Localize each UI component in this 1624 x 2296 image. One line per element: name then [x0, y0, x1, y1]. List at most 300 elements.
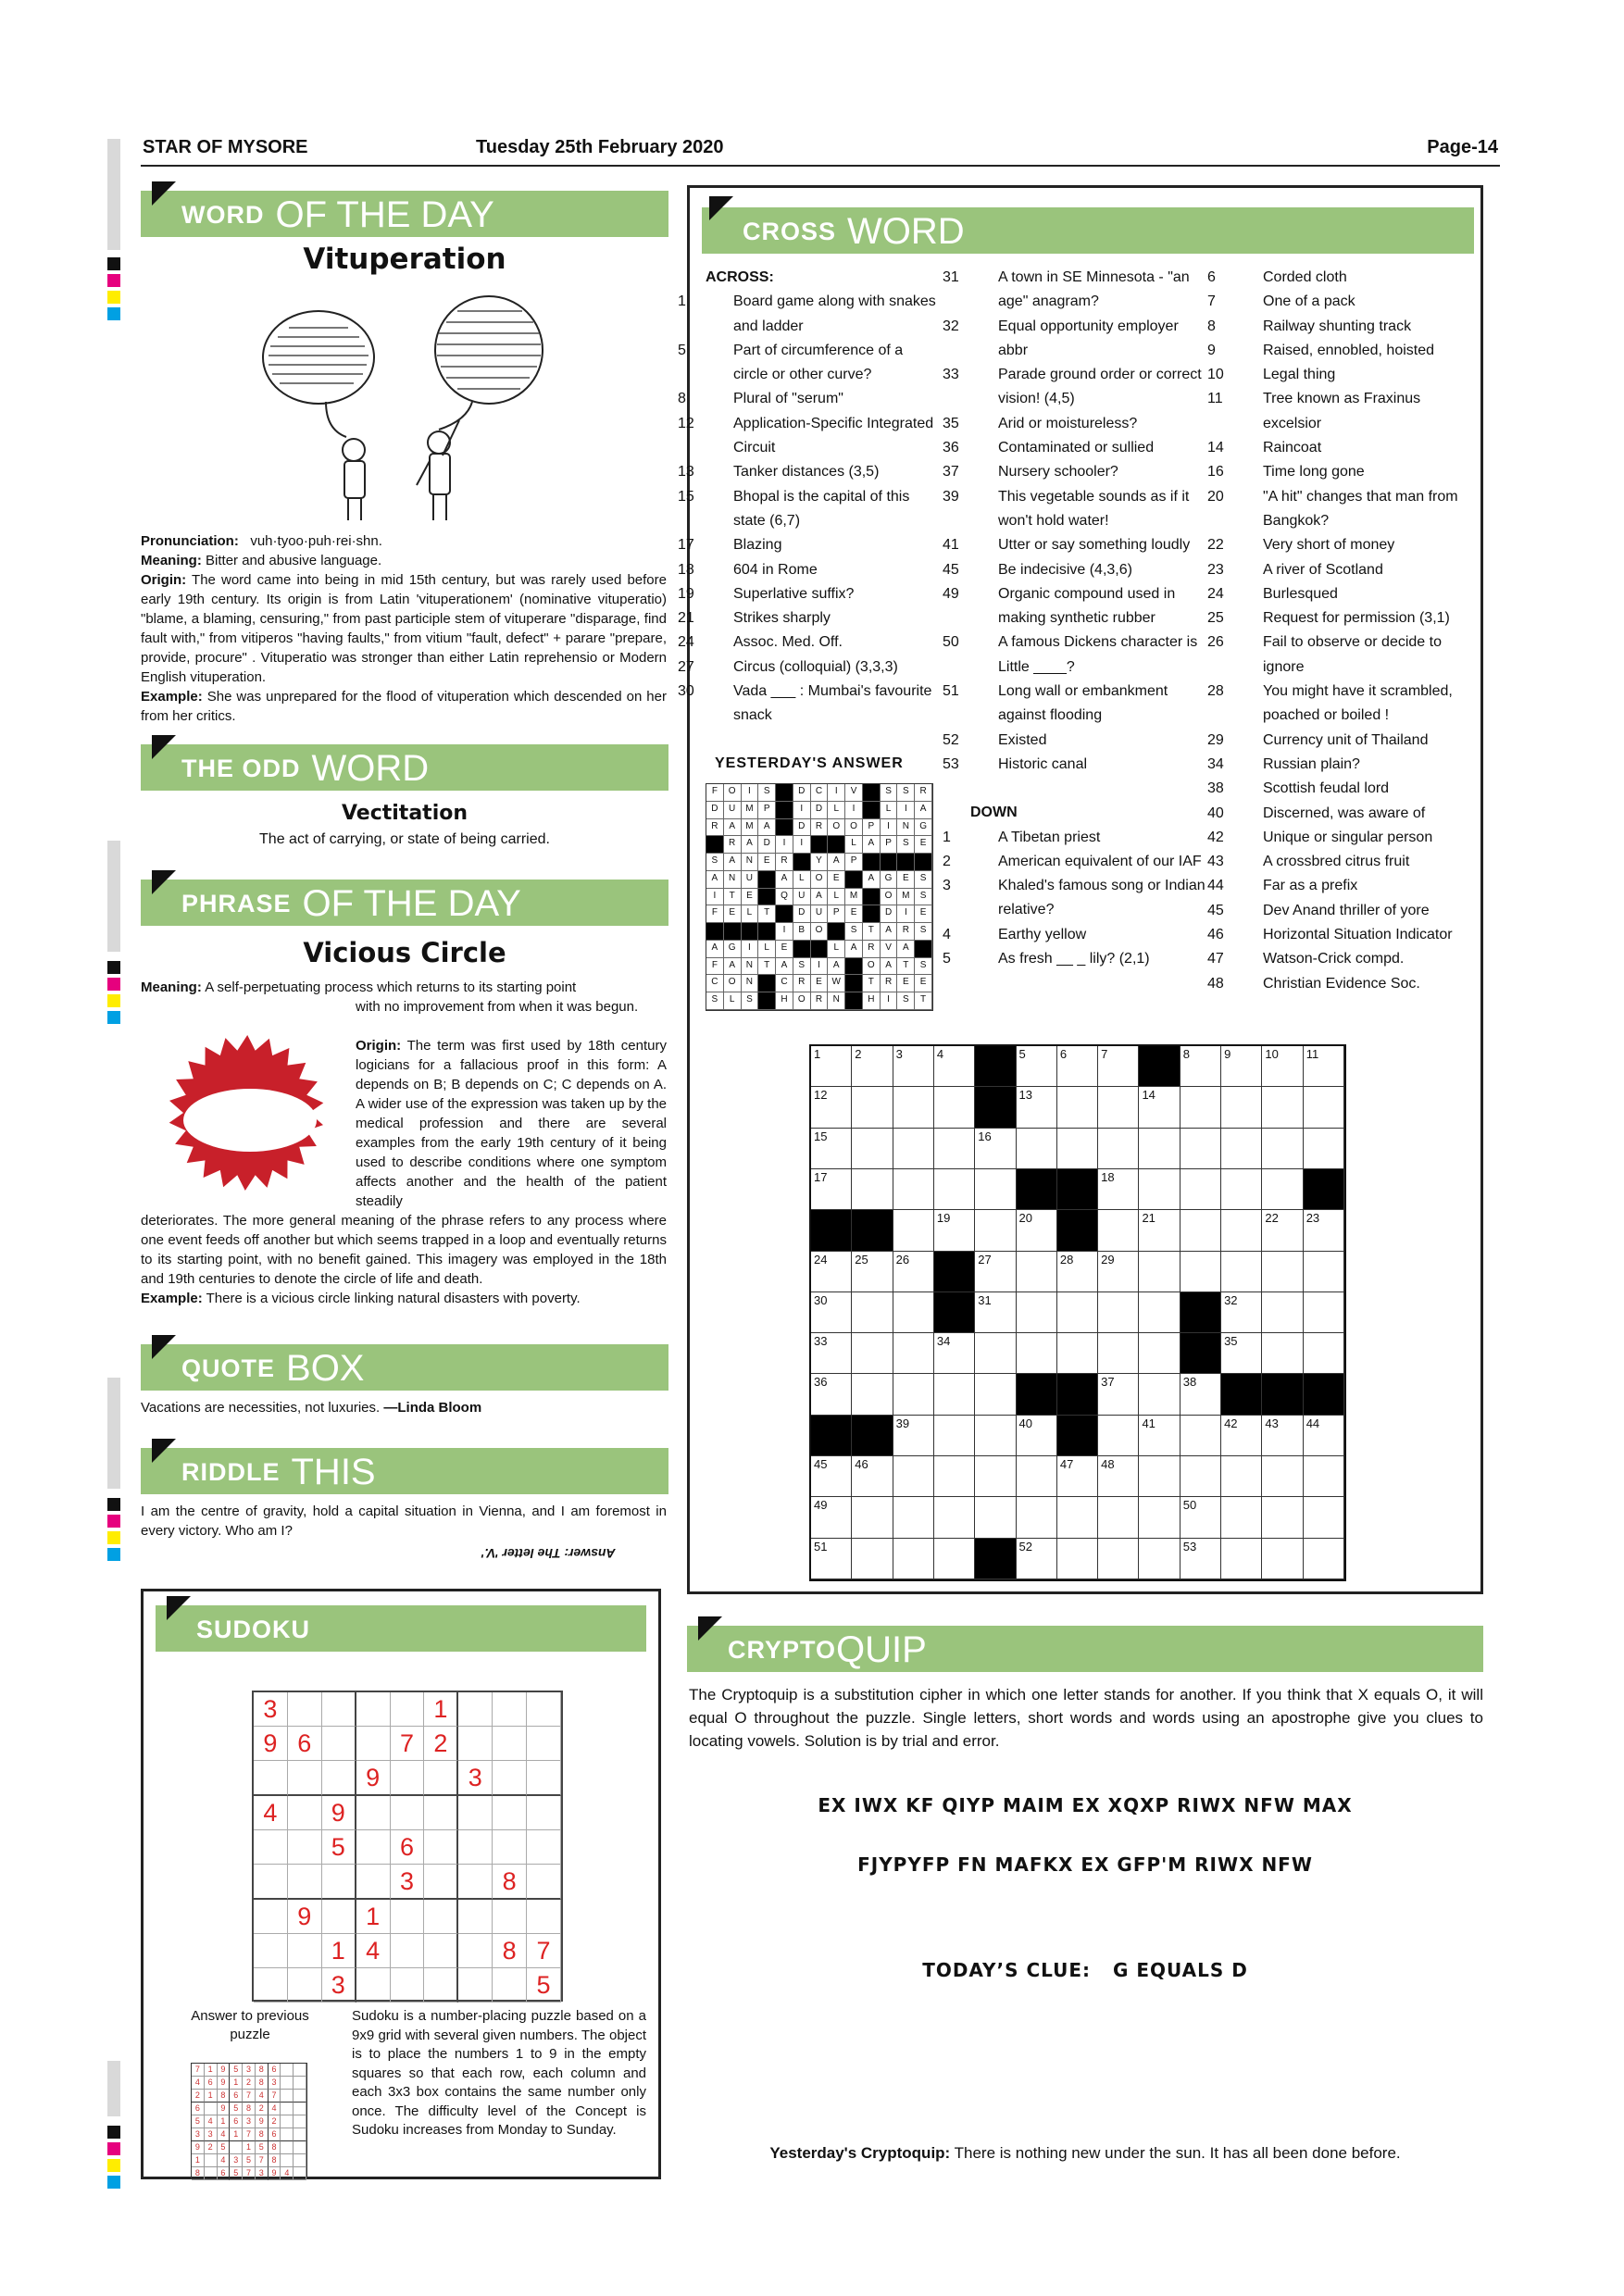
clue-text: Plural of "serum" — [733, 391, 843, 407]
crossword-cell[interactable] — [1098, 1416, 1139, 1456]
sudoku-cell[interactable] — [458, 1796, 493, 1830]
previous-sudoku-cell: 1 — [230, 2128, 243, 2141]
previous-sudoku-cell: 7 — [192, 2064, 205, 2077]
sudoku-cell[interactable] — [527, 1692, 561, 1727]
sudoku-cell[interactable] — [493, 1796, 527, 1830]
sudoku-cell: 1 — [322, 1934, 356, 1968]
sudoku-cell[interactable] — [527, 1830, 561, 1865]
crossword-cell[interactable] — [1057, 1046, 1098, 1087]
answer-cell: O — [811, 923, 829, 941]
crossword-cell[interactable] — [811, 1292, 852, 1333]
sudoku-cell[interactable] — [288, 1692, 322, 1727]
crossword-cell[interactable] — [852, 1046, 893, 1087]
crossword-cell[interactable] — [1017, 1539, 1057, 1579]
cell-number: 20 — [1018, 1211, 1032, 1226]
sudoku-cell[interactable] — [424, 1934, 458, 1968]
crossword-cell[interactable] — [811, 1497, 852, 1538]
crossword-cell[interactable] — [852, 1292, 893, 1333]
crossword-cell[interactable] — [1017, 1456, 1057, 1497]
crossword-cell[interactable] — [1098, 1087, 1139, 1128]
sudoku-cell[interactable] — [391, 1900, 425, 1934]
previous-sudoku-cell: 1 — [243, 2141, 256, 2154]
crossword-cell[interactable] — [1181, 1456, 1221, 1497]
crossword-cell[interactable] — [893, 1292, 934, 1333]
cell-number: 31 — [978, 1292, 992, 1307]
cell-number: 14 — [1142, 1088, 1156, 1103]
crossword-cell[interactable] — [1017, 1129, 1057, 1169]
crossword-cell[interactable] — [1262, 1539, 1303, 1579]
crossword-cell[interactable] — [1181, 1416, 1221, 1456]
answer-cell: E — [742, 889, 759, 906]
sudoku-grid[interactable] — [252, 1691, 563, 2002]
word-title: Vituperation — [303, 243, 506, 276]
previous-sudoku-cell: 6 — [218, 2167, 231, 2180]
crossword-cell[interactable] — [1221, 1333, 1262, 1374]
answer-cell: U — [724, 802, 742, 819]
clue-number: 3 — [943, 878, 951, 894]
crossword-cell[interactable] — [1017, 1252, 1057, 1292]
sudoku-cell[interactable] — [424, 1796, 458, 1830]
sudoku-cell[interactable] — [322, 1692, 356, 1727]
crossword-cell[interactable] — [1017, 1416, 1057, 1456]
crossword-cell[interactable] — [1262, 1416, 1303, 1456]
crossword-cell[interactable] — [1181, 1210, 1221, 1251]
sudoku-cell[interactable] — [391, 1692, 425, 1727]
label: Meaning: — [141, 553, 202, 568]
answer-cell: T — [915, 992, 932, 1010]
crossword-cell[interactable] — [1181, 1129, 1221, 1169]
clue-item — [943, 729, 1209, 753]
crossword-cell[interactable] — [852, 1497, 893, 1538]
crossword-cell[interactable] — [1098, 1333, 1139, 1374]
previous-sudoku-cell — [281, 2064, 294, 2077]
crossword-cell[interactable] — [811, 1374, 852, 1415]
crossword-cell[interactable] — [852, 1539, 893, 1579]
crossword-cell[interactable] — [1304, 1210, 1344, 1251]
crossword-cell[interactable] — [1057, 1087, 1098, 1128]
answer-cell: E — [724, 905, 742, 923]
sudoku-cell[interactable] — [527, 1865, 561, 1900]
sudoku-cell[interactable] — [254, 1865, 288, 1900]
sudoku-cell[interactable] — [424, 1761, 458, 1796]
crossword-cell[interactable] — [1181, 1046, 1221, 1087]
crossword-cell[interactable] — [975, 1333, 1016, 1374]
answer-cell: I — [776, 923, 793, 941]
crossword-cell[interactable] — [1262, 1210, 1303, 1251]
crossword-cell[interactable] — [1304, 1252, 1344, 1292]
crossword-cell[interactable] — [811, 1456, 852, 1497]
cell-number: 8 — [1182, 1047, 1190, 1061]
black-square — [863, 784, 881, 802]
crossword-cell[interactable] — [1304, 1129, 1344, 1169]
crossword-cell[interactable] — [1098, 1046, 1139, 1087]
sudoku-cell[interactable] — [288, 1796, 322, 1830]
crossword-cell[interactable] — [811, 1129, 852, 1169]
sudoku-cell[interactable] — [322, 1727, 356, 1761]
crossword-cell[interactable] — [1262, 1497, 1303, 1538]
crossword-cell[interactable] — [1139, 1456, 1180, 1497]
answer-cell: L — [845, 836, 863, 854]
crossword-cell[interactable] — [975, 1292, 1016, 1333]
previous-sudoku-cell: 3 — [256, 2167, 269, 2180]
crossword-cell[interactable] — [811, 1252, 852, 1292]
crossword-cell[interactable] — [811, 1087, 852, 1128]
cell-number: 32 — [1224, 1292, 1238, 1307]
crossword-cell[interactable] — [975, 1252, 1016, 1292]
previous-sudoku-cell: 8 — [256, 2128, 269, 2141]
crossword-cell[interactable] — [811, 1046, 852, 1087]
crossword-cell[interactable] — [1017, 1497, 1057, 1538]
crossword-cell[interactable] — [934, 1416, 975, 1456]
sudoku-cell[interactable] — [322, 1865, 356, 1900]
crossword-cell[interactable] — [975, 1210, 1016, 1251]
sudoku-cell[interactable] — [424, 1968, 458, 2003]
crossword-cell[interactable] — [1139, 1292, 1180, 1333]
clue-text: Long wall or embankment against flooding — [998, 683, 1168, 724]
answer-cell: G — [881, 871, 898, 889]
previous-sudoku-cell — [294, 2103, 306, 2115]
crossword-cell[interactable] — [1139, 1374, 1180, 1415]
sudoku-cell[interactable] — [458, 1830, 493, 1865]
crossword-cell[interactable] — [1304, 1333, 1344, 1374]
sudoku-cell[interactable] — [288, 1761, 322, 1796]
crossword-cell[interactable] — [1139, 1416, 1180, 1456]
answer-cell: S — [742, 992, 759, 1010]
crossword-cell[interactable] — [1098, 1252, 1139, 1292]
clue-text: Legal thing — [1263, 367, 1336, 383]
previous-sudoku-cell: 6 — [230, 2115, 243, 2128]
sudoku-cell: 3 — [391, 1865, 425, 1900]
clue-number: 10 — [1207, 367, 1224, 383]
sudoku-cell[interactable] — [493, 1692, 527, 1727]
crossword-cell[interactable] — [811, 1539, 852, 1579]
crossword-cell[interactable] — [1262, 1252, 1303, 1292]
sudoku-cell[interactable] — [391, 1968, 425, 2003]
crossword-cell[interactable] — [1098, 1292, 1139, 1333]
crossword-cell[interactable] — [1098, 1497, 1139, 1538]
clue-item — [943, 558, 1209, 582]
crossword-cell[interactable] — [975, 1169, 1016, 1210]
crossword-cell[interactable] — [1139, 1333, 1180, 1374]
crossword-cell[interactable] — [1181, 1497, 1221, 1538]
crossword-cell[interactable] — [1139, 1129, 1180, 1169]
cell-number: 44 — [1305, 1416, 1320, 1430]
sudoku-cell[interactable] — [322, 1761, 356, 1796]
crossword-cell[interactable] — [1017, 1087, 1057, 1128]
answer-cell: C — [776, 975, 793, 992]
crossword-cell[interactable] — [1304, 1292, 1344, 1333]
cell-number: 5 — [1018, 1047, 1026, 1061]
sudoku-cell[interactable] — [458, 1968, 493, 2003]
crossword-cell[interactable] — [852, 1087, 893, 1128]
crossword-cell[interactable] — [934, 1374, 975, 1415]
crossword-cell[interactable] — [1221, 1416, 1262, 1456]
crossword-cell[interactable] — [1262, 1292, 1303, 1333]
crossword-cell[interactable] — [1017, 1333, 1057, 1374]
answer-cell: L — [793, 871, 811, 889]
answer-cell: S — [758, 784, 776, 802]
crossword-cell[interactable] — [1057, 1333, 1098, 1374]
sudoku-cell[interactable] — [288, 1865, 322, 1900]
black-square — [776, 802, 793, 819]
sudoku-cell[interactable] — [254, 1968, 288, 2003]
crossword-cell[interactable] — [893, 1129, 934, 1169]
previous-sudoku-cell: 7 — [269, 2090, 281, 2103]
crossword-cell[interactable] — [1139, 1539, 1180, 1579]
sudoku-cell[interactable] — [288, 1968, 322, 2003]
crossword-cell[interactable] — [934, 1497, 975, 1538]
sudoku-cell[interactable] — [254, 1830, 288, 1865]
sudoku-cell[interactable] — [254, 1761, 288, 1796]
crossword-cell[interactable] — [893, 1087, 934, 1128]
sudoku-cell[interactable] — [527, 1900, 561, 1934]
clue-text: 604 in Rome — [733, 561, 818, 578]
crossword-cell[interactable] — [1221, 1539, 1262, 1579]
crossword-cell[interactable] — [1057, 1129, 1098, 1169]
crossword-cell[interactable] — [893, 1252, 934, 1292]
previous-sudoku-cell: 4 — [192, 2077, 205, 2090]
crossword-cell[interactable] — [1304, 1497, 1344, 1538]
crossword-cell[interactable] — [1098, 1210, 1139, 1251]
crossword-cell[interactable] — [1098, 1456, 1139, 1497]
crossword-cell[interactable] — [811, 1169, 852, 1210]
crossword-cell[interactable] — [1221, 1456, 1262, 1497]
crossword-cell[interactable] — [1221, 1497, 1262, 1538]
cell-number: 50 — [1182, 1498, 1197, 1513]
crossword-cell[interactable] — [1181, 1252, 1221, 1292]
crossword-cell[interactable] — [893, 1497, 934, 1538]
answer-cell: A — [742, 836, 759, 854]
answer-cell: I — [811, 958, 829, 976]
answer-cell: L — [828, 889, 845, 906]
crossword-cell[interactable] — [893, 1416, 934, 1456]
sudoku-cell[interactable] — [458, 1900, 493, 1934]
sudoku-cell[interactable] — [391, 1934, 425, 1968]
black-square — [828, 923, 845, 941]
crossword-cell[interactable] — [975, 1456, 1016, 1497]
crossword-cell[interactable] — [975, 1374, 1016, 1415]
register-mark — [107, 1515, 120, 1528]
crossword-cell[interactable] — [852, 1456, 893, 1497]
crossword-cell[interactable] — [893, 1539, 934, 1579]
crossword-cell[interactable] — [1304, 1456, 1344, 1497]
answer-cell: I — [881, 819, 898, 837]
crossword-cell[interactable] — [1057, 1539, 1098, 1579]
crossword-cell[interactable] — [975, 1497, 1016, 1538]
sudoku-cell[interactable] — [254, 1934, 288, 1968]
clue-number: 21 — [678, 610, 694, 627]
sudoku-cell[interactable] — [356, 1796, 391, 1830]
crossword-cell[interactable] — [1304, 1087, 1344, 1128]
crossword-cell[interactable] — [893, 1210, 934, 1251]
sudoku-cell[interactable] — [356, 1968, 391, 2003]
crossword-cell[interactable] — [934, 1087, 975, 1128]
crossword-cell[interactable] — [852, 1129, 893, 1169]
sudoku-cell[interactable] — [391, 1761, 425, 1796]
sudoku-cell[interactable] — [493, 1968, 527, 2003]
cell-number: 15 — [814, 1129, 828, 1143]
riddle-answer: Answer: The letter 'V.' — [481, 1546, 616, 1561]
previous-sudoku-cell: 1 — [205, 2090, 218, 2103]
crossword-cell[interactable] — [893, 1046, 934, 1087]
sudoku-cell[interactable] — [493, 1761, 527, 1796]
crossword-cell[interactable] — [1017, 1292, 1057, 1333]
crossword-cell[interactable] — [852, 1333, 893, 1374]
answer-cell: L — [828, 802, 845, 819]
crossword-cell[interactable] — [811, 1333, 852, 1374]
label: Example: — [141, 689, 203, 705]
crossword-cell[interactable] — [1221, 1169, 1262, 1210]
sudoku-cell[interactable] — [356, 1727, 391, 1761]
clue-text: This vegetable sounds as if it won't hold water! — [998, 488, 1190, 529]
cell-number: 37 — [1101, 1375, 1115, 1390]
cell-number: 35 — [1224, 1334, 1238, 1349]
clue-number: 45 — [1207, 902, 1224, 918]
sudoku-cell[interactable] — [458, 1727, 493, 1761]
crossword-cell[interactable] — [934, 1539, 975, 1579]
register-mark — [107, 1531, 120, 1544]
crossword-cell[interactable] — [1057, 1252, 1098, 1292]
crossword-cell[interactable] — [1181, 1374, 1221, 1415]
sudoku-cell[interactable] — [424, 1900, 458, 1934]
crossword-cell[interactable] — [1139, 1087, 1180, 1128]
previous-sudoku-cell: 1 — [218, 2115, 231, 2128]
crossword-cell[interactable] — [1139, 1252, 1180, 1292]
crossword-cell[interactable] — [1017, 1046, 1057, 1087]
banner-label: WORD — [847, 211, 965, 252]
clue-item — [1207, 680, 1478, 729]
cell-number: 41 — [1142, 1416, 1156, 1430]
previous-sudoku-cell: 7 — [256, 2154, 269, 2167]
sudoku-cell[interactable] — [288, 1830, 322, 1865]
clue-number: 6 — [1207, 269, 1216, 285]
crossword-cell[interactable] — [1221, 1129, 1262, 1169]
sudoku-cell[interactable] — [458, 1692, 493, 1727]
crossword-cell[interactable] — [1181, 1087, 1221, 1128]
crossword-cell[interactable] — [1098, 1169, 1139, 1210]
cell-number: 53 — [1182, 1539, 1197, 1554]
sudoku-cell[interactable] — [288, 1934, 322, 1968]
crossword-cell[interactable] — [1221, 1292, 1262, 1333]
crossword-cell[interactable] — [1181, 1539, 1221, 1579]
crossword-cell[interactable] — [1098, 1129, 1139, 1169]
black-square — [975, 1046, 1016, 1087]
crossword-cell[interactable] — [1221, 1087, 1262, 1128]
corner-triangle-icon — [152, 1439, 176, 1463]
sudoku-cell[interactable] — [424, 1830, 458, 1865]
answer-cell: A — [845, 941, 863, 958]
answer-cell: R — [863, 941, 881, 958]
crossword-cell[interactable] — [1262, 1129, 1303, 1169]
crossword-cell[interactable] — [1262, 1046, 1303, 1087]
crossword-cell[interactable] — [1098, 1374, 1139, 1415]
answer-cell: O — [811, 871, 829, 889]
crossword-cell[interactable] — [975, 1416, 1016, 1456]
sudoku-cell[interactable] — [391, 1796, 425, 1830]
crossword-cell[interactable] — [934, 1333, 975, 1374]
clue-text: Fail to observe or decide to ignore — [1263, 634, 1442, 675]
sudoku-cell[interactable] — [356, 1692, 391, 1727]
sudoku-cell[interactable] — [458, 1865, 493, 1900]
crossword-cell[interactable] — [934, 1046, 975, 1087]
clue-number: 2 — [943, 853, 951, 869]
crossword-cell[interactable] — [1139, 1210, 1180, 1251]
crossword-grid[interactable] — [809, 1044, 1346, 1581]
answer-cell: A — [724, 854, 742, 871]
answer-cell: D — [793, 905, 811, 923]
sudoku-cell[interactable] — [527, 1796, 561, 1830]
crossword-cell[interactable] — [1304, 1046, 1344, 1087]
clue-item — [1207, 802, 1478, 826]
sudoku-cell[interactable] — [493, 1830, 527, 1865]
crossword-cell[interactable] — [1139, 1497, 1180, 1538]
black-square — [934, 1292, 975, 1333]
crossword-cell[interactable] — [1181, 1169, 1221, 1210]
crossword-cell[interactable] — [934, 1169, 975, 1210]
sudoku-cell: 4 — [356, 1934, 391, 1968]
crossword-cell[interactable] — [1017, 1210, 1057, 1251]
black-square — [758, 975, 776, 992]
sudoku-cell[interactable] — [424, 1865, 458, 1900]
crossword-cell[interactable] — [1262, 1456, 1303, 1497]
crossword-cell[interactable] — [893, 1333, 934, 1374]
crossword-cell[interactable] — [1262, 1169, 1303, 1210]
black-square — [758, 871, 776, 889]
crossword-cell[interactable] — [1304, 1416, 1344, 1456]
previous-sudoku-cell: 3 — [192, 2128, 205, 2141]
sudoku-cell[interactable] — [458, 1934, 493, 1968]
crossword-cell[interactable] — [1057, 1456, 1098, 1497]
crossword-cell[interactable] — [1057, 1497, 1098, 1538]
quote-banner — [141, 1344, 668, 1391]
clue-number: 26 — [1207, 634, 1224, 651]
crossword-cell[interactable] — [893, 1456, 934, 1497]
sudoku-cell[interactable] — [527, 1727, 561, 1761]
previous-sudoku-cell: 2 — [256, 2103, 269, 2115]
crossword-cell[interactable] — [1098, 1539, 1139, 1579]
crossword-cell[interactable] — [1262, 1333, 1303, 1374]
crossword-cell[interactable] — [893, 1374, 934, 1415]
black-square — [1057, 1169, 1098, 1210]
clue-text: Christian Evidence Soc. — [1263, 975, 1420, 992]
crossword-cell[interactable] — [1221, 1252, 1262, 1292]
crossword-cell[interactable] — [934, 1210, 975, 1251]
sudoku-cell[interactable] — [322, 1900, 356, 1934]
clue-item — [678, 655, 939, 680]
crossword-cell[interactable] — [893, 1169, 934, 1210]
sudoku-cell[interactable] — [254, 1900, 288, 1934]
crossword-cell[interactable] — [1221, 1210, 1262, 1251]
crossword-cell[interactable] — [1221, 1046, 1262, 1087]
sudoku-cell[interactable] — [527, 1761, 561, 1796]
crossword-cell[interactable] — [852, 1374, 893, 1415]
black-square — [845, 992, 863, 1010]
crossword-cell[interactable] — [1139, 1169, 1180, 1210]
sudoku-cell[interactable] — [493, 1900, 527, 1934]
crossword-cell[interactable] — [1304, 1539, 1344, 1579]
crossword-cell[interactable] — [934, 1129, 975, 1169]
sudoku-cell[interactable] — [356, 1865, 391, 1900]
crossword-cell[interactable] — [1262, 1087, 1303, 1128]
crossword-cell[interactable] — [934, 1456, 975, 1497]
clue-item — [943, 680, 1209, 729]
crossword-cell[interactable] — [975, 1129, 1016, 1169]
crossword-cell[interactable] — [1057, 1292, 1098, 1333]
crossword-cell[interactable] — [852, 1169, 893, 1210]
crossword-cell[interactable] — [852, 1252, 893, 1292]
sudoku-cell[interactable] — [493, 1727, 527, 1761]
sudoku-cell[interactable] — [356, 1830, 391, 1865]
